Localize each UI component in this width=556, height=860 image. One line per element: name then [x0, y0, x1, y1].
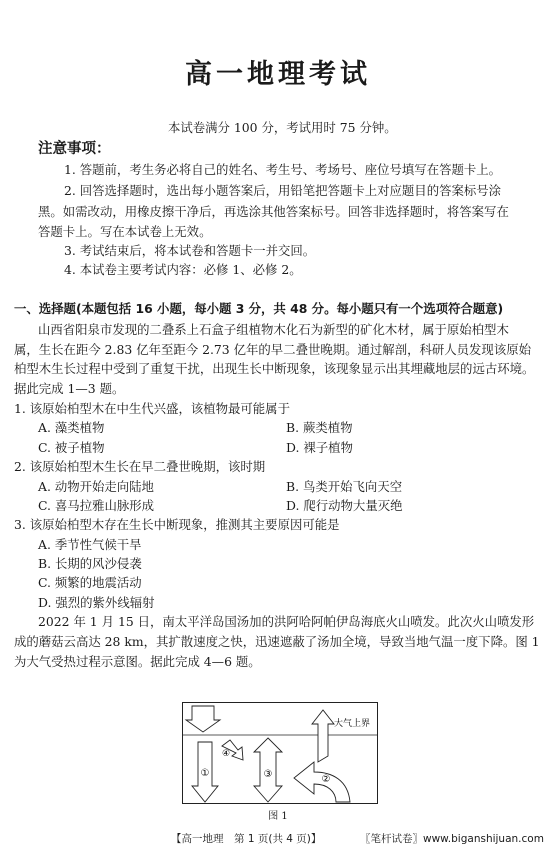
passage-1-line-3: 柏型木生长过程中受到了重复干扰，出现生长中断现象，该现象显示出其埋藏地层的远古环境。 — [14, 361, 535, 376]
passage-1-line-1: 山西省阳泉市发现的二叠系上石盒子组植物木化石为新型的矿化木材，属于原始柏型木 — [38, 322, 509, 337]
exam-info: 本试卷满分 100 分，考试用时 75 分钟。 — [168, 120, 397, 135]
notice-heading: 注意事项： — [38, 141, 111, 157]
q3-option-d: D. 强烈的紫外线辐射 — [38, 595, 155, 610]
footer-page-info: 【高一地理 第 1 页(共 4 页)】 — [171, 833, 322, 845]
arrow-4-label: ④ — [221, 749, 231, 759]
notice-line-6: 4. 本试卷主要考试内容：必修 1、必修 2。 — [64, 262, 302, 277]
notice-line-1: 1. 答题前，考生务必将自己的姓名、考生号、考场号、座位号填写在答题卡上。 — [64, 162, 502, 177]
q2-option-c: C. 喜马拉雅山脉形成 — [38, 498, 155, 513]
notice-line-5: 3. 考试结束后，将本试卷和答题卡一并交回。 — [64, 243, 316, 258]
section-heading: 一、选择题(本题包括 16 小题，每小题 3 分，共 48 分。每小题只有一个选项符合题意) — [14, 301, 504, 316]
atmosphere-heating-diagram — [182, 702, 378, 804]
question-2-stem: 2. 该原始柏型木生长在早二叠世晚期，该时期 — [14, 459, 266, 474]
passage-1-line-2: 属，生长在距今 2.83 亿年至距今 2.73 亿年的早二叠世晚期。通过解剖，科研人员发现该原始 — [14, 342, 531, 357]
q2-option-b: B. 鸟类开始飞向天空 — [286, 479, 403, 494]
q1-option-a: A. 藻类植物 — [38, 420, 105, 435]
q3-option-b: B. 长期的风沙侵袭 — [38, 556, 142, 571]
notice-line-4: 答题卡上。写在本试卷上无效。 — [38, 224, 212, 239]
q2-option-d: D. 爬行动物大量灭绝 — [286, 498, 403, 513]
exam-title: 高一地理考试 — [185, 59, 371, 90]
atmosphere-top-label: 大气上界 — [334, 719, 371, 729]
q2-option-a: A. 动物开始走向陆地 — [38, 479, 154, 494]
figure-caption: 图 1 — [268, 811, 288, 822]
q1-option-d: D. 裸子植物 — [286, 440, 353, 455]
passage-2-line-3: 为大气受热过程示意图。据此完成 4—6 题。 — [14, 654, 261, 669]
q1-option-c: C. 被子植物 — [38, 440, 105, 455]
notice-line-3: 黑。如需改动，用橡皮擦干净后，再选涂其他答案标号。回答非选择题时，将答案写在 — [38, 204, 509, 219]
q1-option-b: B. 蕨类植物 — [286, 420, 353, 435]
passage-2-line-1: 2022 年 1 月 15 日，南太平洋岛国汤加的洪阿哈阿帕伊岛海底火山喷发。此次火山喷发形 — [38, 614, 535, 629]
arrow-2-label: ② — [321, 774, 331, 785]
question-3-stem: 3. 该原始柏型木存在生长中断现象，推测其主要原因可能是 — [14, 517, 340, 532]
arrow-3-label: ③ — [263, 769, 273, 780]
passage-2-line-2: 成的蘑菇云高达 28 km，其扩散速度之快，迅速遮蔽了汤加全境，导致当地气温一度下降。图 1 — [14, 634, 540, 649]
q3-option-c: C. 频繁的地震活动 — [38, 575, 142, 590]
passage-1-line-4: 据此完成 1—3 题。 — [14, 381, 125, 396]
question-1-stem: 1. 该原始柏型木在中生代兴盛，该植物最可能属于 — [14, 401, 290, 416]
notice-line-2: 2. 回答选择题时，选出每小题答案后，用铅笔把答题卡上对应题目的答案标号涂 — [64, 183, 502, 198]
q3-option-a: A. 季节性气候干旱 — [38, 537, 142, 552]
arrow-1-label: ① — [200, 768, 210, 779]
footer-watermark: 〖笔杆试卷〗www.biganshijuan.com — [360, 833, 544, 845]
